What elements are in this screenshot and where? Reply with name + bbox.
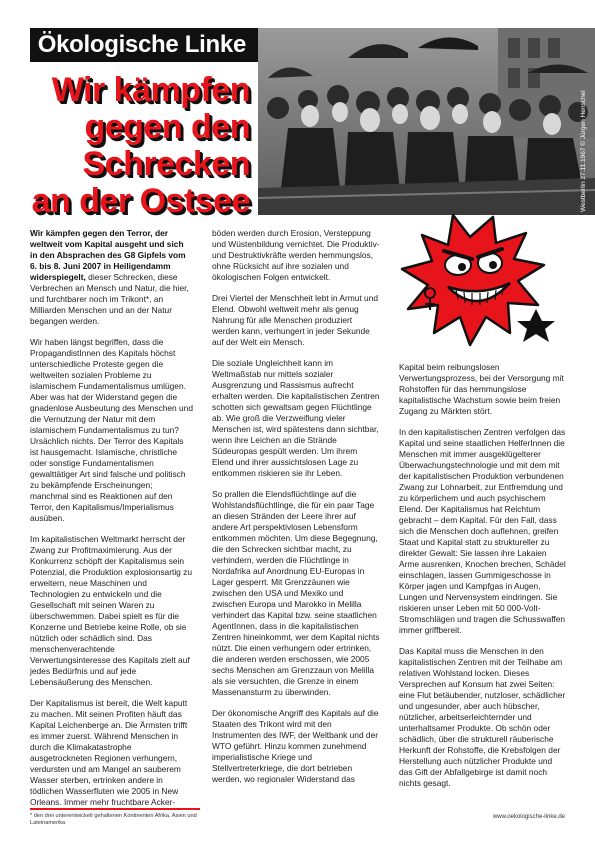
footnote-rule (30, 808, 200, 810)
photo-credit: Westberlin 27.11.1967 © Jürgen Henschel (580, 90, 587, 212)
body-paragraph: Im kapitalistischen Weltmarkt herrscht der Zwang zur Profitmaximierung. Aus der Konkurrenz schöpft der Kapitalismus sein Potenzial, die Produktion explosionsartig zu erweitern, neue Maschinen und Technologien zu entwickeln und die Gesellschaft mit seinen Waren zu überschwemmen. Dabei spielt es für die Konzerne und Betriebe keine Rolle, ob sie nützlich oder schädlich sind. Das menschenverachtende Verwertungsinteresse des Kapitals zielt auf jedes Bedürfnis und auf jede Lebensäußerung des Menschen. (30, 534, 193, 687)
angry-sun-icon (398, 213, 564, 348)
intro-bold: Wir kämpfen gegen den Terror, der weltweit vom Kapital ausgeht und sich in den Absprachen des G8 Gipfels vom 6. bis 8. Juni 2007 in Heiligendamm widerspiegelt, (30, 228, 186, 282)
intro-rest: dieser Schrecken, diese Verbrechen an Mensch und Natur, die hier, und furchtbarer noch im Trikont*, an Milliarden Menschen und an der Natur begangen werden. (30, 272, 189, 326)
column-1 (30, 228, 193, 818)
body-paragraph: Der Kapitalismus ist bereit, die Welt kaputt zu machen. Mit seinen Profiten häuft das Kapital Leichenberge an. Die Ärmsten trifft es immer zuerst. Während Menschen in durch die Klimakatastrophe ausgetrockneten Regionen verhungern, verdursten und am Mangel an sauberem Wasser sterben, ertrinken andere in tödlichen Wasserfluten wie 2005 in New Orleans. Immer mehr fruchtbare Acker- (30, 698, 188, 807)
body-paragraph: Der ökonomische Angriff des Kapitals auf die Staaten des Trikont wird mit den Instrumenten des IWF, der Weltbank und der WTO geführt. Hinzu kommen zunehmend imperialistische Kriege und Stellvertreterkriege, die dort betrieben werden, wo regionaler Widerstand das (212, 708, 379, 784)
body-paragraph: Die soziale Ungleichheit kann im Weltmaßstab nur mittels sozialer Ausgrenzung und Rassismus aufrecht erhalten werden. Die kapitalistischen Zentren schotten sich gewaltsam gegen Flüchtlinge ab. Wie groß die Verzweiflung vieler Menschen ist, wird spätestens dann sichtbar, wenn ihre Leichen an die Strände Südeuropas gespült werden. Um ihrem Elend und ihrer aussichtslosen Lage zu entkommen riskieren sie ihr Leben. (212, 358, 380, 478)
body-paragraph: Wir haben längst begriffen, dass die PropagandistInnen des Kapitals höchst unterschiedliche Proteste gegen die weltweiten sozialen Probleme zu islamischem Fundamentalismus umlügen. Aber was hat der Widerstand gegen die gnadenlose Ausbeutung des Menschen und die Vernutzung der Natur mit dem islamischem Fundamentalismus zu tun? Ursächlich nichts. Der Terror des Kapitals ist hausgemacht. Islamische, christliche oder sonstige Fundamentalismen gewalttätiger Art sind falsche und politisch zu bekämpfende Erscheinungen; manchmal sind es Reaktionen auf den Terror, den Kapitalismus/Imperialismus ausüben. (30, 337, 193, 523)
body-paragraph: In den kapitalistischen Zentren verfolgen das Kapital und seine staatlichen HelferInnen die Menschen mit immer ausgeklügelterer Überwachungstechnologie und mit dem mit der kapitalistischen Produktion verbundenen Zwang zur Lohnarbeit, zur Entfremdung und zu körperlichem und auch psychischem Elend. Der Kapitalismus hat Reichtum gebracht – dem Kapital. Für den Fall, dass sich die Menschen doch auflehnen, greifen Staat und Kapital statt zu struktureller zu direkter Gewalt: Sie lassen ihre Lakaien Arme ausrenken, Knochen brechen, Schädel einschlagen, lassen Gummigeschosse in Körper jagen und Kampfgas in Augen, Lungen und Nervensystem eindringen. Sie riskieren unser Leben mit 50 000-Volt-Stromschlägen und tragen die Schusswaffen immer griffbereit. (399, 427, 566, 635)
column-3 (399, 362, 567, 799)
protest-photo (258, 28, 595, 215)
headline-line: Schrecken (82, 145, 250, 183)
body-paragraph: Kapital beim reibungslosen Verwertungsprozess, bei der Versorgung mit Rohstoffen für das hemmungslose kapitalistische Wachstum sowie beim freien Zugang zu Märkten stört. (399, 362, 564, 416)
body-paragraph: Drei Viertel der Menschheit lebt in Armut und Elend. Obwohl weltweit mehr als genug Nahrung für alle Menschen produziert werden kann, verhungert in jeder Sekunde auf der Welt ein Mensch. (212, 293, 379, 347)
headline-line: Wir kämpfen (51, 71, 250, 109)
angry-sun-logo (398, 213, 564, 348)
website-url[interactable]: www.oekologische-linke.de (492, 814, 565, 820)
headline-line: an der Ostsee (31, 182, 250, 220)
protest-photo-image (258, 28, 595, 215)
body-paragraph: Das Kapital muss die Menschen in den kapitalistischen Zentren mit der Teilhabe am relativen Wohlstand locken. Dieses Versprechen auf Konsum hat zwei Seiten: eine Flut betäubender, nutzloser, schädlicher und ungesunder, aber auch hübscher, nützlicher, arbeitserleichternder und unterhaltsamer Produkte. Ob schön oder schädlich, über die strukturell räuberische Herkunft der Rohstoffe, die Krebsfolgen der Herstellung auch nützlicher Produkte und das Gift der Abfallgebirge ist damit noch nichts gesagt. (399, 646, 566, 788)
org-name: Ökologische Linke (37, 31, 246, 58)
header-bar (30, 28, 258, 62)
headline (10, 72, 250, 220)
column-2 (212, 228, 380, 795)
body-paragraph: So prallen die Elendsflüchtlinge auf die Wohlstandsflüchtlinge, die für ein paar Tage an diesen Stränden der Leere ihrer auf andere Art perspektivlosen Lebensform entkommen möchten. Um diese Begegnung, die den Schrecken sichtbar macht, zu verhindern, werden die Flüchtlinge in Nordafrika auf Anordnung EU-Europas in Lager gesperrt. Mit Grenzzäunen wie zwischen den USA und Mexiko und zwischen Europa und Marokko in Melilla verhindert das Kapital bzw. seine staatlichen AgentInnen, dass in die kapitalistischen Zentren hineinkommt, wer dem Kapital nichts nützt. Die einen verhungern oder ertrinken, die anderen werden erschossen, wie 2005 sechs Menschen am Grenzzaun von Melilla als sie versuchten, die Grenze in einem Massenansturm zu überwinden. (212, 489, 380, 697)
footnote: * den drei unterentwickelt gehaltenen Kontinenten Afrika, Asien und Lateinamerika (30, 813, 197, 826)
headline-line: gegen den (84, 108, 250, 146)
intro-paragraph (30, 228, 193, 327)
body-paragraph: böden werden durch Erosion, Versteppung und Wüstenbildung vernichtet. Die Produktiv- und Destruktivkräfte werden hemmungslos, ohne Rücksicht auf ihre sozialen und ökologischen Folgen entwickelt. (212, 228, 380, 282)
